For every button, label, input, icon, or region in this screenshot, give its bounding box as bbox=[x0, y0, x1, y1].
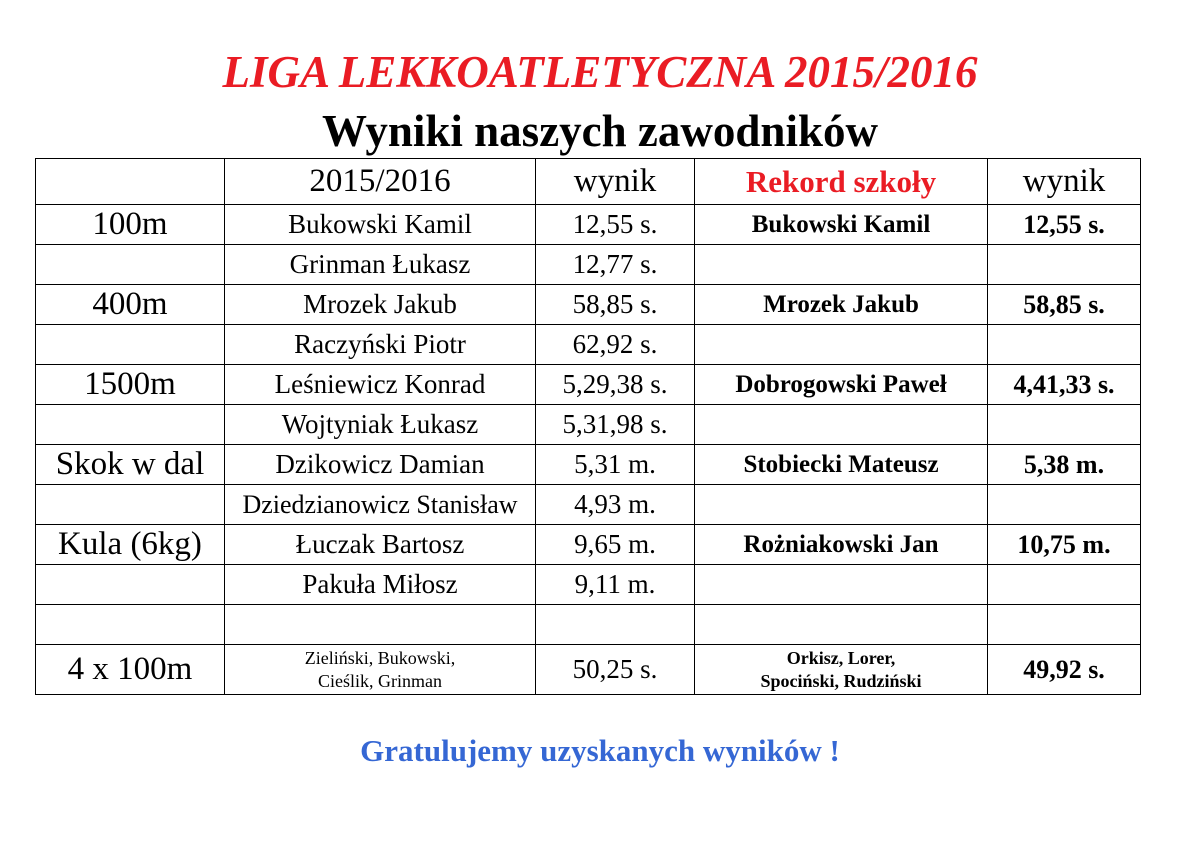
athlete-cell: Pakuła Miłosz bbox=[225, 565, 536, 605]
relay-row bbox=[36, 645, 1141, 695]
result-cell: 5,31,98 s. bbox=[536, 405, 695, 445]
result-cell: 50,25 s. bbox=[536, 645, 695, 695]
record-result-cell: 10,75 m. bbox=[988, 525, 1141, 565]
record-team-line: Spociński, Rudziński bbox=[760, 670, 922, 691]
record-result-cell bbox=[988, 485, 1141, 525]
table-row bbox=[36, 485, 1141, 525]
header-season: 2015/2016 bbox=[225, 159, 536, 205]
record-result-cell bbox=[988, 605, 1141, 645]
relay-team-line: Cieślik, Grinman bbox=[318, 670, 442, 691]
page-subtitle: Wyniki naszych zawodników bbox=[322, 106, 878, 156]
record-holder-cell bbox=[695, 485, 988, 525]
header-record-result: wynik bbox=[988, 159, 1141, 205]
record-holder-cell: Bukowski Kamil bbox=[695, 205, 988, 245]
relay-team-cell bbox=[225, 645, 536, 695]
result-cell bbox=[536, 605, 695, 645]
table-row bbox=[36, 365, 1141, 405]
record-result-cell bbox=[988, 245, 1141, 285]
event-cell bbox=[36, 405, 225, 445]
record-result-cell: 12,55 s. bbox=[988, 205, 1141, 245]
record-holder-cell: Mrozek Jakub bbox=[695, 285, 988, 325]
event-cell: 400m bbox=[36, 285, 225, 325]
table-row bbox=[36, 205, 1141, 245]
event-cell: 4 x 100m bbox=[36, 645, 225, 695]
record-result-cell: 4,41,33 s. bbox=[988, 365, 1141, 405]
athlete-cell bbox=[225, 605, 536, 645]
athlete-cell: Wojtyniak Łukasz bbox=[225, 405, 536, 445]
header-result: wynik bbox=[536, 159, 695, 205]
record-holder-cell bbox=[695, 565, 988, 605]
result-cell: 5,29,38 s. bbox=[536, 365, 695, 405]
result-cell: 12,77 s. bbox=[536, 245, 695, 285]
header-school-record: Rekord szkoły bbox=[695, 159, 988, 205]
result-cell: 9,11 m. bbox=[536, 565, 695, 605]
athlete-cell: Mrozek Jakub bbox=[225, 285, 536, 325]
athlete-cell: Łuczak Bartosz bbox=[225, 525, 536, 565]
record-holder-cell: Dobrogowski Paweł bbox=[695, 365, 988, 405]
table-row bbox=[36, 325, 1141, 365]
record-holder-cell bbox=[695, 605, 988, 645]
record-result-cell: 49,92 s. bbox=[988, 645, 1141, 695]
table-row bbox=[36, 405, 1141, 445]
record-team-line: Orkisz, Lorer, bbox=[786, 647, 896, 668]
table-row bbox=[36, 605, 1141, 645]
event-cell: 1500m bbox=[36, 365, 225, 405]
record-holder-cell bbox=[695, 645, 988, 695]
table-row bbox=[36, 565, 1141, 605]
record-result-cell: 58,85 s. bbox=[988, 285, 1141, 325]
athlete-cell: Grinman Łukasz bbox=[225, 245, 536, 285]
table-row bbox=[36, 245, 1141, 285]
record-holder-cell bbox=[695, 405, 988, 445]
record-result-cell bbox=[988, 405, 1141, 445]
record-holder-cell bbox=[695, 245, 988, 285]
result-cell: 58,85 s. bbox=[536, 285, 695, 325]
athlete-cell: Dzikowicz Damian bbox=[225, 445, 536, 485]
record-holder-cell: Stobiecki Mateusz bbox=[695, 445, 988, 485]
relay-team-line: Zieliński, Bukowski, bbox=[304, 647, 456, 668]
event-cell: 100m bbox=[36, 205, 225, 245]
results-table bbox=[35, 158, 1141, 695]
result-cell: 9,65 m. bbox=[536, 525, 695, 565]
record-result-cell: 5,38 m. bbox=[988, 445, 1141, 485]
athlete-cell: Bukowski Kamil bbox=[225, 205, 536, 245]
congratulations-note: Gratulujemy uzyskanych wyników ! bbox=[360, 733, 840, 768]
table-row bbox=[36, 525, 1141, 565]
event-cell bbox=[36, 485, 225, 525]
header-event bbox=[36, 159, 225, 205]
record-result-cell bbox=[988, 565, 1141, 605]
result-cell: 4,93 m. bbox=[536, 485, 695, 525]
event-cell: Kula (6kg) bbox=[36, 525, 225, 565]
event-cell bbox=[36, 605, 225, 645]
athlete-cell: Leśniewicz Konrad bbox=[225, 365, 536, 405]
record-result-cell bbox=[988, 325, 1141, 365]
record-holder-cell: Rożniakowski Jan bbox=[695, 525, 988, 565]
table-row bbox=[36, 285, 1141, 325]
event-cell bbox=[36, 245, 225, 285]
event-cell: Skok w dal bbox=[36, 445, 225, 485]
athlete-cell: Dziedzianowicz Stanisław bbox=[225, 485, 536, 525]
event-cell bbox=[36, 325, 225, 365]
athlete-cell: Raczyński Piotr bbox=[225, 325, 536, 365]
result-cell: 12,55 s. bbox=[536, 205, 695, 245]
page-title: LIGA LEKKOATLETYCZNA 2015/2016 bbox=[222, 47, 978, 97]
event-cell bbox=[36, 565, 225, 605]
result-cell: 5,31 m. bbox=[536, 445, 695, 485]
result-cell: 62,92 s. bbox=[536, 325, 695, 365]
table-row bbox=[36, 445, 1141, 485]
record-holder-cell bbox=[695, 325, 988, 365]
table-header-row bbox=[36, 159, 1141, 205]
